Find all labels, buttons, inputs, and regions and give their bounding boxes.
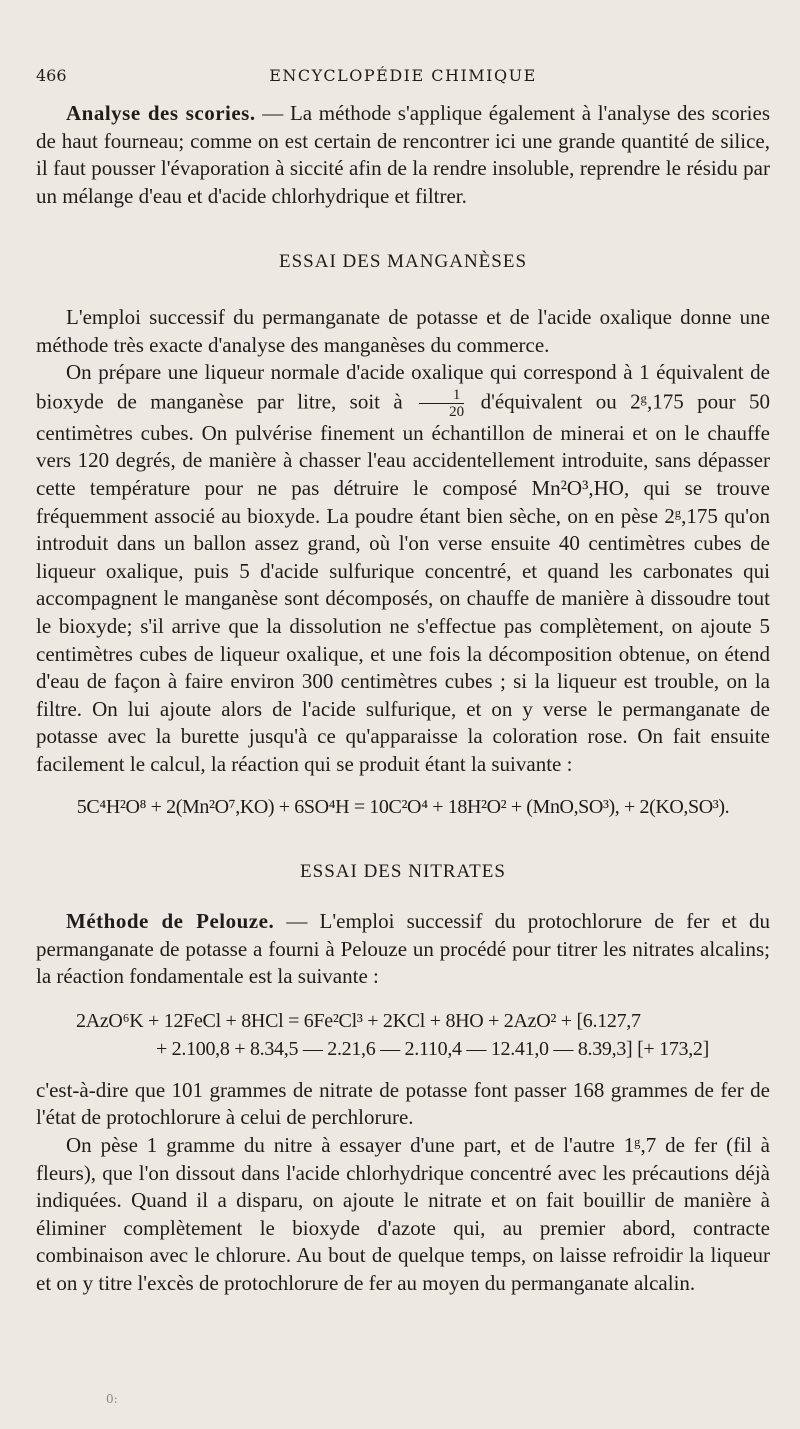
nitrates-paragraph-2: c'est-à-dire que 101 grammes de nitrate de potasse font passer 168 grammes de fer de l'état de protochlorure à celui de perchlorure. — [36, 1077, 770, 1130]
manganeses-paragraph-1: L'emploi successif du permanganate de potasse et de l'acide oxalique donne une méthode très exacte d'analyse des manganèses du commerce. — [36, 304, 770, 357]
fraction-one-twentieth — [419, 387, 464, 420]
fraction-numerator: 1 — [452, 386, 461, 403]
manganeses-p2-before: On prépare une liqueur normale d'acide oxalique qui correspond à 1 équivalent de bioxyde de manganèse par litre, soit à — [36, 360, 770, 414]
page-number: 466 — [36, 66, 67, 85]
pelouze-heading: Méthode de Pelouze. — [66, 909, 275, 934]
scories-text: — La méthode s'applique également à l'analyse des scories de haut fourneau; comme on est certain de rencontrer ici une grande quantité de silice, il faut pousser l'évaporation à siccité afin de la rendre insoluble, reprendre le résidu par un mélange d'eau et d'acide chlorhydrique et filtrer. — [36, 101, 770, 208]
manganeses-heading: ESSAI DES MANGANÈSES — [278, 251, 528, 273]
nitrate-reaction-formula-line-2: + 2.100,8 + 8.34,5 — 2.21,6 — 2.110,4 — 12.41,0 — 8.39,3] [+ 173,2] — [156, 1037, 709, 1060]
fraction-denominator: 20 — [419, 403, 464, 420]
manganeses-paragraph-2 — [36, 359, 770, 778]
manganeses-p2-after: d'équivalent ou 2ᵍ,175 pour 50 centimètres cubes. On pulvérise finement un échantillon de minerai et on le chauffe vers 120 degrés, de manière à chasser l'eau accidentellement introduite, sans dépasser cette température pour ne pas détruire le composé Mn²O³,HO, qui se trouve fréquemment associé au bioxyde. La poudre étant bien sèche, on en pèse 2ᵍ,175 qu'on introduit dans un ballon assez grand, où l'on verse ensuite 40 centimètres cubes de liqueur oxalique, puis 5 d'acide sulfurique concentré, et quand les carbonates qui accompagnent le manganèse sont décomposés, on chauffe de manière à dissoudre tout le bioxyde; s'il arrive que la dissolution ne s'effectue pas complètement, on ajoute 5 centimètres cubes de liqueur oxalique, et une fois la décomposition obtenue, on étend d'eau de façon à faire environ 300 centimètres cubes ; si la liqueur est trouble, on la filtre. On lui ajoute alors de l'acide sulfurique, et on y verse le permanganate de potasse avec la burette jusqu'à ce qu'apparaisse la coloration rose. On fait ensuite facilement le calcul, la réaction qui se produit étant la suivante : — [36, 389, 770, 776]
scories-heading: Analyse des scories. — [66, 101, 256, 125]
running-title: ENCYCLOPÉDIE CHIMIQUE — [269, 66, 537, 85]
manganese-reaction-formula: 5C⁴H²O⁸ + 2(Mn²O⁷,KO) + 6SO⁴H = 10C²O⁴ + 18H²O² + (MnO,SO³), + 2(KO,SO³). — [76, 796, 730, 819]
nitrates-p1-text: — L'emploi successif du protochlorure de fer et du permanganate de potasse a fourni à Pelouze un procédé pour titrer les nitrates alcalins; la réaction fondamentale est la suivante : — [36, 909, 770, 989]
nitrates-paragraph-3: On pèse 1 gramme du nitre à essayer d'une part, et de l'autre 1ᵍ,7 de fer (fil à fleurs), que l'on dissout dans l'acide chlorhydrique concentré avec les précautions déjà indiquées. Quand il a disparu, on ajoute le nitrate et on fait bouillir de manière à éliminer complètement le bioxyde d'azote qui, au premier abord, contracte combinaison avec le chlorure. Au bout de quelque temps, on laisse refroidir la liqueur et on y titre l'excès de protochlorure de fer au moyen du permanganate alcalin. — [36, 1133, 770, 1295]
nitrates-heading: ESSAI DES NITRATES — [300, 861, 506, 883]
page-body — [36, 100, 770, 1298]
scories-paragraph — [36, 100, 770, 210]
signature-mark: 0: — [106, 1392, 118, 1406]
nitrates-paragraph-1 — [36, 908, 770, 991]
running-head — [36, 66, 770, 88]
nitrate-reaction-formula-line-1: 2AzO⁶K + 12FeCl + 8HCl = 6Fe²Cl³ + 2KCl + 8HO + 2AzO² + [6.127,7 — [76, 1009, 641, 1032]
